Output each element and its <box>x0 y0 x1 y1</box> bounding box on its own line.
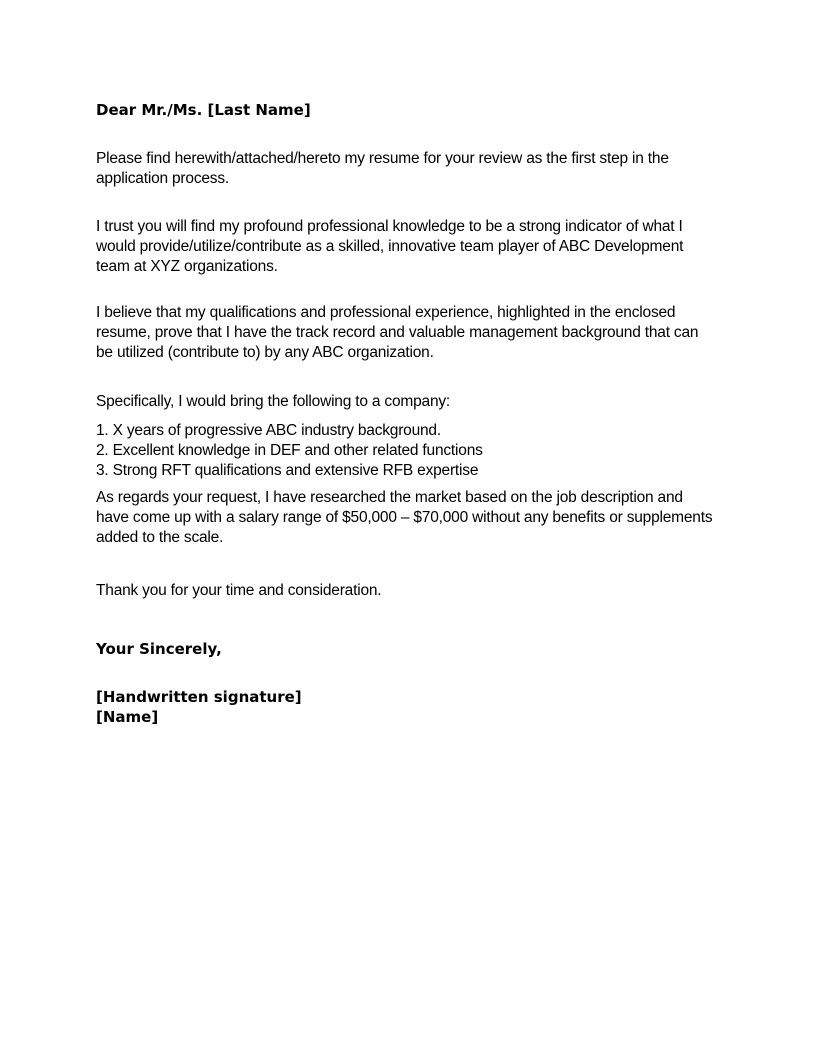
thanks-line: Thank you for your time and consideration. <box>96 582 382 599</box>
paragraph-qualifications: I believe that my qualifications and professional experience, highlighted in the enclosed resume, prove that I have the track record and valuable management background that can be utilized (contribute to) by any ABC organization. <box>96 304 699 361</box>
numbered-list <box>96 421 716 481</box>
signature-placeholder: [Handwritten signature] <box>96 688 302 706</box>
paragraph-knowledge: I trust you will find my profound professional knowledge to be a strong indicator of what I would provide/utilize/contribute as a skilled, innovative team player of ABC Development team at XYZ organizations. <box>96 218 684 275</box>
list-item: 3. Strong RFT qualifications and extensive RFB expertise <box>96 461 716 481</box>
paragraph-salary: As regards your request, I have researched the market based on the job description and have come up with a salary range of $50,000 – $70,000 without any benefits or supplements added to the scale. <box>96 489 713 546</box>
paragraph-intro: Please find herewith/attached/hereto my resume for your review as the first step in the application process. <box>96 150 669 187</box>
list-item: 2. Excellent knowledge in DEF and other related functions <box>96 441 716 461</box>
closing: Your Sincerely, <box>96 640 222 658</box>
salutation: Dear Mr./Ms. [Last Name] <box>96 101 311 119</box>
list-intro: Specifically, I would bring the following to a company: <box>96 393 451 410</box>
name-placeholder: [Name] <box>96 708 159 726</box>
list-item: 1. X years of progressive ABC industry background. <box>96 421 716 441</box>
